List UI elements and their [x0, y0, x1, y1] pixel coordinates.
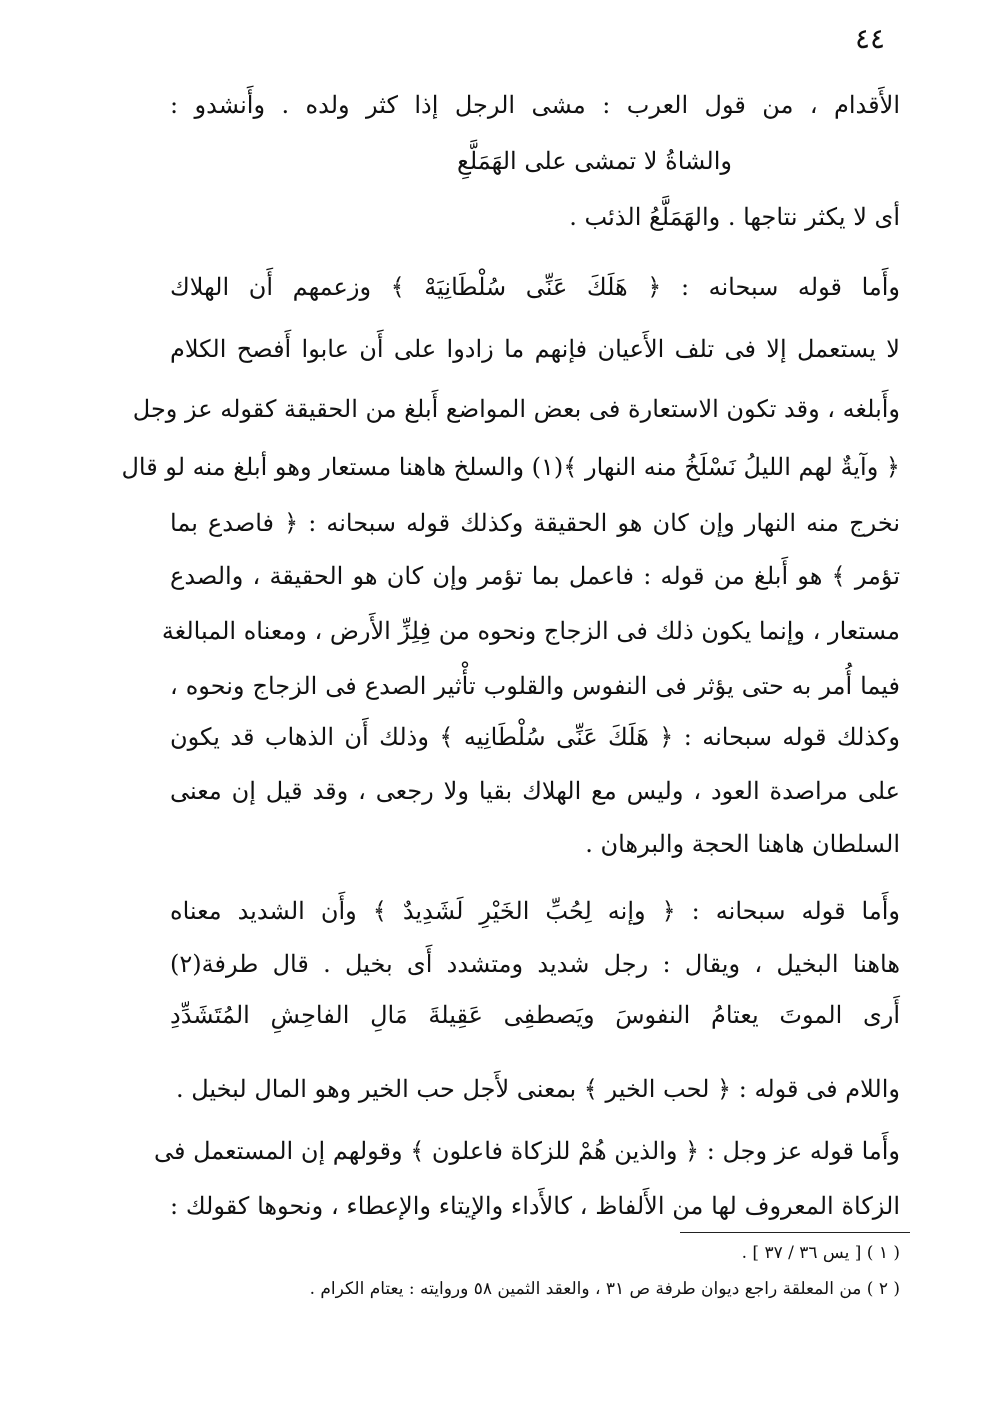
text-line-4: لا يستعمل إلا فى تلف الأَعيان فإنهم ما زادوا على أَن عابوا أَفصح الكلام — [170, 335, 900, 363]
text-line-16: واللام فى قوله : ﴿ لحب الخير ﴾ بمعنى لأَجل حب الخير وهو المال لبخيل . — [175, 1075, 900, 1103]
text-line-14: وأَما قوله سبحانه : ﴿ وإنه لِحُبِّ الخَيْرِ لَشَدِيدٌ ﴾ وأَن الشديد معناه — [170, 897, 900, 925]
text-line-17: وأَما قوله عز وجل : ﴿ والذين هُمْ للزكاة فاعلون ﴾ وقولهم إن المستعمل فى — [153, 1137, 900, 1165]
text-line-7: نخرج منه النهار وإن كان هو الحقيقة وكذلك قوله سبحانه : ﴿ فاصدع بما — [170, 509, 900, 537]
text-line-10: فيما أُمر به حتى يؤثر فى النفوس والقلوب تأْثير الصدع فى الزجاج ونحوه ، — [170, 672, 900, 700]
text-line-13: السلطان هاهنا الحجة والبرهان . — [585, 830, 900, 858]
text-line-6: ﴿ وآيةٌ لهم الليلُ نَسْلَخُ منه النهار ﴾(١) والسلخ هاهنا مستعار وهو أبلغ منه لو قال — [121, 453, 900, 481]
verse-line-1: والشاةُ لا تمشى على الهَمَلَّعِ — [457, 147, 732, 175]
footnote-1: ( ١ ) [ يس ٣٦ / ٣٧ ] . — [741, 1243, 900, 1263]
text-line-2: أى لا يكثر نتاجها . والهَمَلَّعُ الذئب . — [569, 203, 900, 231]
page-number: ٤٤ — [854, 22, 886, 55]
footnote-2: ( ٢ ) من المعلقة راجع ديوان طرفة ص ٣١ ، والعقد الثمين ٥٨ وروايته : يعتام الكرام . — [309, 1279, 900, 1299]
footnote-divider — [680, 1232, 910, 1233]
text-line-5: وأَبلغه ، وقد تكون الاستعارة فى بعض المواضع أَبلغ من الحقيقة كقوله عز وجل — [132, 395, 900, 423]
text-line-18: الزكاة المعروف لها من الأَلفاظ ، كالأَداء والإيتاء والإعطاء ، ونحوها كقولك : — [170, 1192, 900, 1220]
text-line-3: وأَما قوله سبحانه : ﴿ هَلَكَ عَنِّى سُلْطَانِيَهْ ﴾ وزعمهم أَن الهلاك — [170, 273, 900, 301]
text-line-11: وكذلك قوله سبحانه : ﴿ هَلَكَ عَنِّى سُلْطَانِيه ﴾ وذلك أَن الذهاب قد يكون — [170, 723, 900, 751]
text-line-15: هاهنا البخيل ، ويقال : رجل شديد ومتشدد أَى بخيل . قال طرفة(٢) — [170, 950, 900, 978]
text-line-9: مستعار ، وإنما يكون ذلك فى الزجاج ونحوه من فِلِزِّ الأَرض ، ومعناه المبالغة — [161, 617, 900, 645]
text-line-12: على مراصدة العود ، وليس مع الهلاك بقيا ولا رجعى ، وقد قيل إن معنى — [170, 777, 900, 805]
text-line-1: الأَقدام ، من قول العرب : مشى الرجل إذا كثر ولده . وأَنشدو : — [170, 91, 900, 119]
text-line-8: تؤمر ﴾ هو أَبلغ من قوله : فاعمل بما تؤمر وإن كان هو الحقيقة ، والصدع — [170, 562, 900, 590]
poem-verse: أَرى الموتَ يعتامُ النفوسَ ويَصطفِى عَقِيلةَ مَالِ الفاحِشِ المُتَشَدِّدِ — [170, 1001, 900, 1029]
